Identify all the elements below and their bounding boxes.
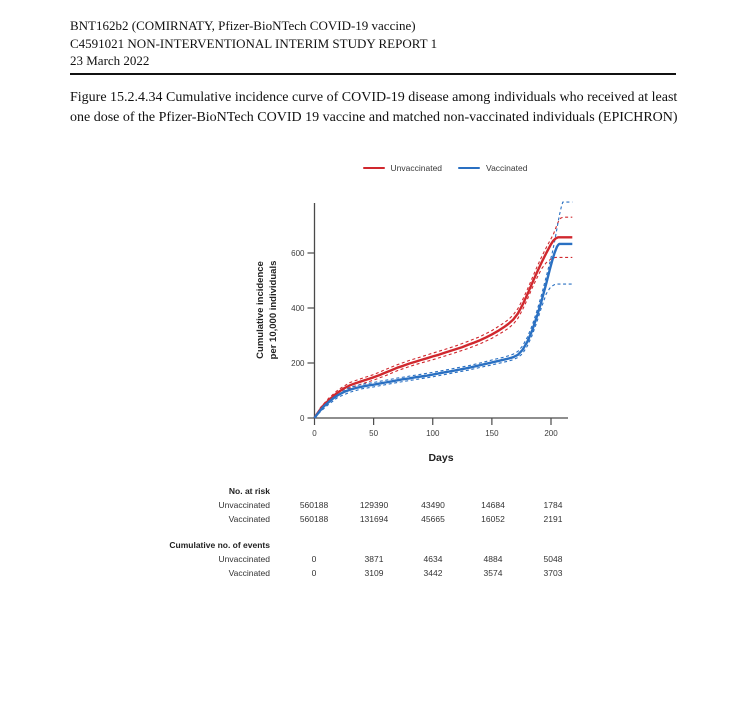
risk-section-title: Cumulative no. of events (169, 540, 270, 550)
x-tick-label: 100 (426, 429, 440, 438)
series-vaccinated-95-ci-lower (315, 284, 573, 418)
risk-value: 4634 (423, 554, 443, 564)
y-tick-label: 200 (291, 358, 305, 368)
risk-value: 0 (311, 567, 317, 578)
risk-section-title: No. at risk (228, 486, 270, 496)
risk-value: 3871 (364, 554, 384, 564)
risk-value: 3109 (364, 567, 384, 578)
risk-value: 0 (311, 554, 317, 564)
report-header (70, 17, 676, 75)
x-tick-label: 150 (485, 429, 499, 438)
y-tick-label: 600 (291, 248, 305, 258)
series-vaccinated-95-ci-upper (315, 202, 573, 418)
x-tick-label: 200 (544, 429, 558, 438)
risk-value: 131694 (359, 513, 389, 524)
risk-value: 560188 (299, 513, 329, 524)
header-line-date: 23 March 2022 (70, 53, 150, 68)
legend-label-unvaccinated: Unvaccinated (390, 163, 443, 173)
risk-value: 560188 (299, 500, 329, 510)
x-tick-label: 50 (369, 429, 379, 438)
y-axis-title-line1: Cumulative incidence (255, 261, 266, 359)
risk-value: 5048 (543, 554, 563, 564)
cumulative-incidence-chart (230, 160, 670, 480)
y-axis-title-line2: per 10,000 individuals (268, 260, 279, 360)
x-tick-label: 0 (312, 429, 317, 438)
risk-value: 16052 (481, 513, 505, 524)
figure-caption: Figure 15.2.4.34 Cumulative incidence curve of COVID-19 disease among individuals who received at least one dose of the Pfizer-BioNTech COVID 19 vaccine and matched non-vaccinated individuals (EPICHRON) (70, 90, 678, 125)
x-axis-title: Days (428, 452, 454, 464)
risk-value: 4884 (483, 554, 503, 564)
risk-value: 43490 (421, 500, 445, 510)
risk-value: 129390 (359, 500, 389, 510)
risk-row-label: Unvaccinated (218, 554, 270, 564)
y-tick-label: 400 (291, 303, 305, 313)
y-tick-label: 0 (300, 413, 305, 423)
risk-value: 2191 (543, 513, 563, 524)
risk-value: 14684 (481, 500, 505, 510)
risk-value: 3703 (543, 567, 563, 578)
header-line-product: BNT162b2 (COMIRNATY, Pfizer-BioNTech COVID-19 vaccine) (70, 18, 416, 33)
risk-value: 1784 (543, 500, 563, 510)
risk-row-label: Unvaccinated (218, 500, 270, 510)
header-line-study: C4591021 NON-INTERVENTIONAL INTERIM STUDY REPORT 1 (70, 35, 438, 51)
risk-value: 3442 (423, 567, 443, 578)
risk-row-label: Vaccinated (228, 513, 270, 524)
risk-value: 45665 (421, 513, 445, 524)
risk-value: 3574 (483, 567, 503, 578)
legend-label-vaccinated: Vaccinated (486, 163, 528, 173)
risk-row-label: Vaccinated (228, 567, 270, 578)
